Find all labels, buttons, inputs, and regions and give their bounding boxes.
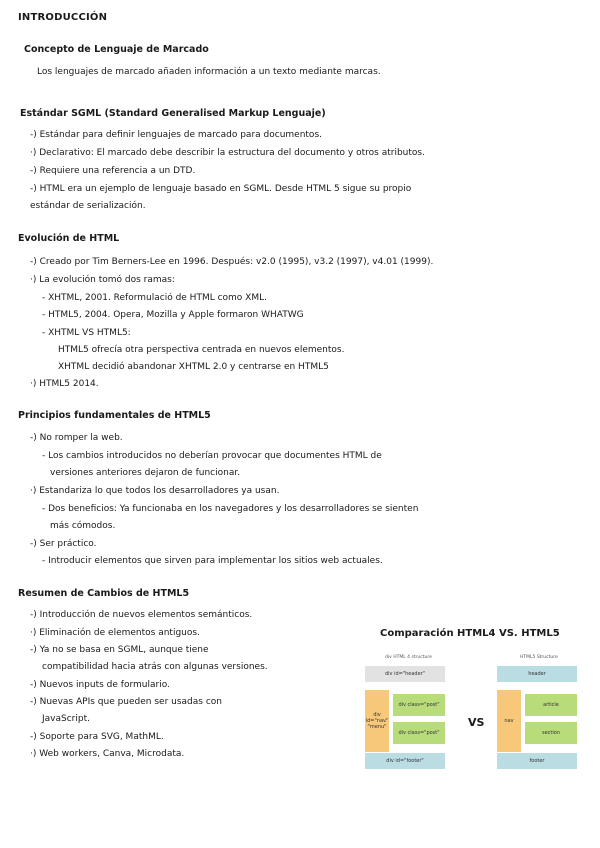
html5-header-block: header	[497, 666, 577, 682]
text-line: XHTML decidió abandonar XHTML 2.0 y centrarse en HTML5	[58, 362, 329, 372]
html4-post-block: div class="post"	[393, 694, 445, 716]
text-line: ·) Web workers, Canva, Microdata.	[30, 749, 185, 759]
html4-vs-html5-diagram	[360, 628, 585, 778]
text-line: -) Nuevos inputs de formulario.	[30, 680, 170, 690]
text-line: -) Ser práctico.	[30, 539, 97, 549]
text-line: - HTML5, 2004. Opera, Mozilla y Apple formaron WHATWG	[42, 310, 304, 320]
text-line: compatibilidad hacia atrás con algunas versiones.	[42, 662, 268, 672]
text-line: - Dos beneficios: Ya funcionaba en los navegadores y los desarrolladores se sienten	[42, 504, 419, 514]
text-line: -) Ya no se basa en SGML, aunque tiene	[30, 645, 209, 655]
html5-nav-block: nav	[497, 690, 521, 752]
text-line: Los lenguajes de marcado añaden información a un texto mediante marcas.	[37, 67, 381, 77]
text-line: -) Creado por Tim Berners-Lee en 1996. Después: v2.0 (1995), v3.2 (1997), v4.01 (1999).	[30, 257, 434, 267]
text-line: ·) Estandariza lo que todos los desarrolladores ya usan.	[30, 486, 280, 496]
text-line: -) Requiere una referencia a un DTD.	[30, 166, 196, 176]
text-line: - Los cambios introducidos no deberían provocar que documentes HTML de	[42, 451, 382, 461]
html4-caption: div HTML 4 structure	[385, 655, 432, 660]
section-heading-principios: Principios fundamentales de HTML5	[18, 410, 211, 421]
text-line: ·) Declarativo: El marcado debe describir la estructura del documento y otros atributos.	[30, 148, 425, 158]
section-heading-resumen: Resumen de Cambios de HTML5	[18, 588, 190, 599]
html4-nav-block: div id="nav" "menu"	[365, 690, 389, 752]
text-line: más cómodos.	[50, 521, 116, 531]
html5-footer-block: footer	[497, 753, 577, 769]
text-line: -) No romper la web.	[30, 433, 123, 443]
text-line: estándar de serialización.	[30, 201, 146, 211]
text-line: JavaScript.	[42, 714, 90, 724]
html5-caption: HTML5 Structure	[520, 655, 558, 660]
text-line: -) Estándar para definir lenguajes de marcado para documentos.	[30, 130, 322, 140]
html5-section-block: section	[525, 722, 577, 744]
section-heading-evolucion: Evolución de HTML	[18, 233, 120, 244]
html4-footer-block: div id="footer"	[365, 753, 445, 769]
text-line: ·) Eliminación de elementos antiguos.	[30, 628, 200, 638]
text-line: -) Nuevas APIs que pueden ser usadas con	[30, 697, 222, 707]
text-line: ·) La evolución tomó dos ramas:	[30, 275, 175, 285]
text-line: versiones anteriores dejaron de funcionar.	[50, 468, 241, 478]
section-heading-sgml: Estándar SGML (Standard Generalised Markup Lenguaje)	[20, 108, 326, 119]
section-heading-concepto: Concepto de Lenguaje de Marcado	[24, 44, 209, 55]
text-line: -) HTML era un ejemplo de lenguaje basado en SGML. Desde HTML 5 sigue su propio	[30, 184, 412, 194]
html4-header-block: div id="header"	[365, 666, 445, 682]
text-line: - XHTML VS HTML5:	[42, 328, 131, 338]
page-title: INTRODUCCIÓN	[18, 12, 108, 23]
html5-article-block: article	[525, 694, 577, 716]
text-line: ·) HTML5 2014.	[30, 379, 99, 389]
text-line: HTML5 ofrecía otra perspectiva centrada en nuevos elementos.	[58, 345, 345, 355]
text-line: -) Soporte para SVG, MathML.	[30, 732, 164, 742]
vs-label: VS	[468, 716, 485, 729]
text-line: - XHTML, 2001. Reformulació de HTML como XML.	[42, 293, 267, 303]
html4-post-block-2: div class="post"	[393, 722, 445, 744]
text-line: - Introducir elementos que sirven para implementar los sitios web actuales.	[42, 556, 383, 566]
text-line: -) Introducción de nuevos elementos semánticos.	[30, 610, 253, 620]
diagram-title: Comparación HTML4 VS. HTML5	[380, 628, 560, 639]
